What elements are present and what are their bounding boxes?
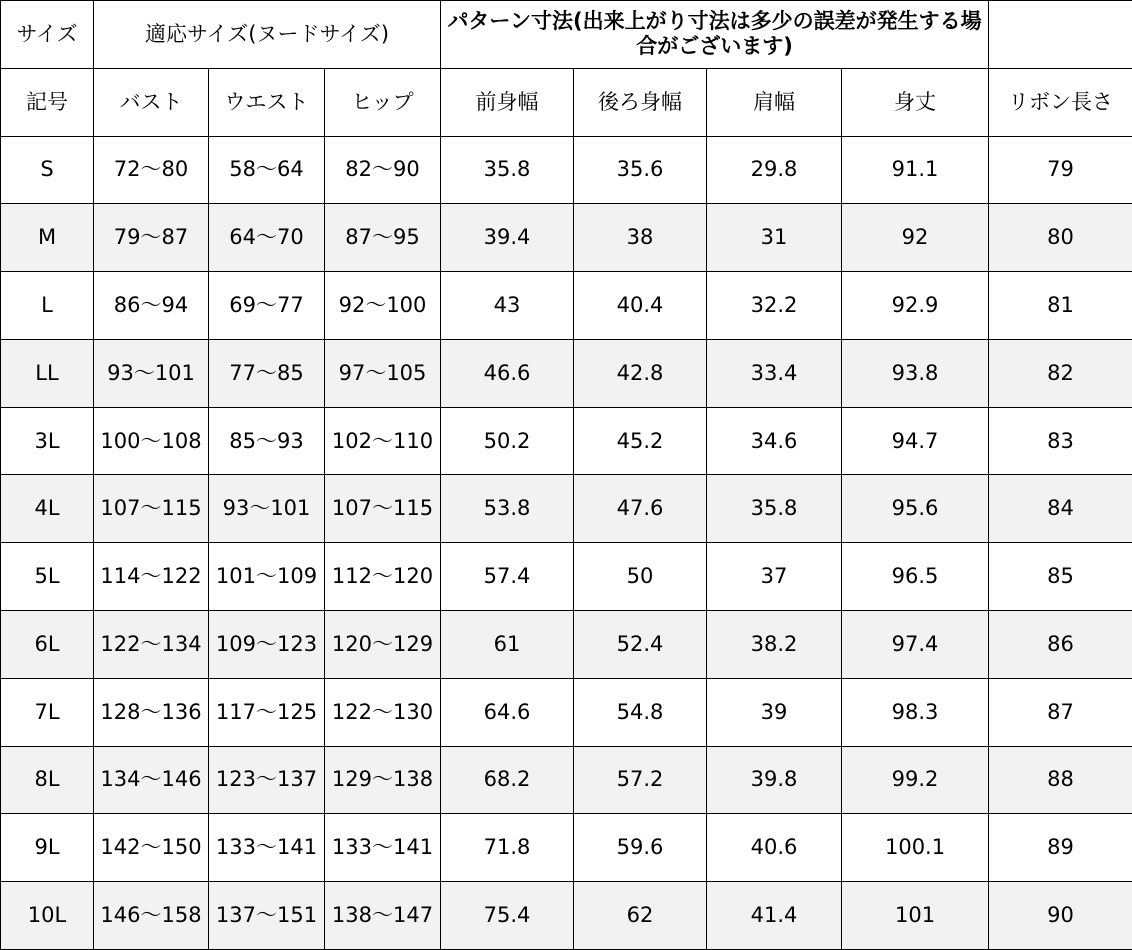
cell-front-width: 50.2 (441, 407, 574, 475)
column-header-back-width: 後ろ身幅 (574, 68, 707, 136)
cell-ribbon: 88 (989, 746, 1132, 814)
cell-length: 95.6 (842, 475, 989, 543)
table-row (1, 678, 1132, 746)
table-row (1, 272, 1132, 340)
cell-front-width: 35.8 (441, 136, 574, 204)
cell-bust: 86～94 (94, 272, 209, 340)
cell-length: 101 (842, 882, 989, 950)
cell-ribbon: 85 (989, 543, 1132, 611)
size-label-header: サイズ (1, 1, 94, 69)
cell-code: 7L (1, 678, 94, 746)
column-header-bust: バスト (94, 68, 209, 136)
cell-code: 9L (1, 814, 94, 882)
cell-waist: 109～123 (209, 611, 325, 679)
cell-shoulder: 33.4 (707, 339, 842, 407)
pattern-dimensions-header: パターン寸法(出来上がり寸法は多少の誤差が発生する場合がございます) (441, 1, 989, 69)
cell-back-width: 42.8 (574, 339, 707, 407)
cell-hip: 122～130 (325, 678, 441, 746)
cell-shoulder: 41.4 (707, 882, 842, 950)
column-header-waist: ウエスト (209, 68, 325, 136)
column-header-ribbon: リボン長さ (989, 68, 1132, 136)
cell-length: 98.3 (842, 678, 989, 746)
cell-waist: 137～151 (209, 882, 325, 950)
cell-front-width: 43 (441, 272, 574, 340)
header-row-columns (1, 68, 1132, 136)
cell-shoulder: 29.8 (707, 136, 842, 204)
cell-shoulder: 39 (707, 678, 842, 746)
cell-waist: 64～70 (209, 204, 325, 272)
fit-size-header: 適応サイズ(ヌードサイズ) (94, 1, 441, 69)
cell-bust: 142～150 (94, 814, 209, 882)
table-row (1, 611, 1132, 679)
cell-bust: 93～101 (94, 339, 209, 407)
table-row (1, 746, 1132, 814)
cell-front-width: 64.6 (441, 678, 574, 746)
cell-waist: 77～85 (209, 339, 325, 407)
cell-code: 5L (1, 543, 94, 611)
table-row (1, 136, 1132, 204)
cell-length: 96.5 (842, 543, 989, 611)
cell-ribbon: 83 (989, 407, 1132, 475)
cell-ribbon: 89 (989, 814, 1132, 882)
cell-waist: 58～64 (209, 136, 325, 204)
column-header-length: 身丈 (842, 68, 989, 136)
cell-bust: 100～108 (94, 407, 209, 475)
cell-back-width: 57.2 (574, 746, 707, 814)
cell-hip: 112～120 (325, 543, 441, 611)
cell-length: 94.7 (842, 407, 989, 475)
cell-shoulder: 35.8 (707, 475, 842, 543)
cell-length: 97.4 (842, 611, 989, 679)
cell-back-width: 52.4 (574, 611, 707, 679)
cell-front-width: 61 (441, 611, 574, 679)
cell-waist: 93～101 (209, 475, 325, 543)
cell-shoulder: 34.6 (707, 407, 842, 475)
cell-shoulder: 40.6 (707, 814, 842, 882)
cell-waist: 69～77 (209, 272, 325, 340)
cell-bust: 79～87 (94, 204, 209, 272)
size-table-body (1, 136, 1132, 949)
cell-hip: 82～90 (325, 136, 441, 204)
cell-hip: 87～95 (325, 204, 441, 272)
cell-ribbon: 90 (989, 882, 1132, 950)
cell-shoulder: 32.2 (707, 272, 842, 340)
cell-back-width: 54.8 (574, 678, 707, 746)
column-header-code: 記号 (1, 68, 94, 136)
cell-code: M (1, 204, 94, 272)
cell-hip: 102～110 (325, 407, 441, 475)
cell-back-width: 45.2 (574, 407, 707, 475)
table-row (1, 882, 1132, 950)
cell-back-width: 35.6 (574, 136, 707, 204)
cell-waist: 123～137 (209, 746, 325, 814)
cell-shoulder: 31 (707, 204, 842, 272)
cell-hip: 107～115 (325, 475, 441, 543)
cell-back-width: 50 (574, 543, 707, 611)
cell-code: 10L (1, 882, 94, 950)
cell-code: 3L (1, 407, 94, 475)
cell-waist: 101～109 (209, 543, 325, 611)
cell-ribbon: 87 (989, 678, 1132, 746)
cell-length: 99.2 (842, 746, 989, 814)
cell-hip: 120～129 (325, 611, 441, 679)
cell-waist: 133～141 (209, 814, 325, 882)
header-empty-cell (989, 1, 1132, 69)
cell-front-width: 68.2 (441, 746, 574, 814)
table-row (1, 339, 1132, 407)
cell-hip: 97～105 (325, 339, 441, 407)
cell-length: 100.1 (842, 814, 989, 882)
cell-front-width: 46.6 (441, 339, 574, 407)
cell-front-width: 75.4 (441, 882, 574, 950)
cell-length: 92.9 (842, 272, 989, 340)
cell-ribbon: 80 (989, 204, 1132, 272)
cell-hip: 133～141 (325, 814, 441, 882)
cell-hip: 92～100 (325, 272, 441, 340)
cell-hip: 138～147 (325, 882, 441, 950)
header-row-titles (1, 1, 1132, 69)
cell-back-width: 40.4 (574, 272, 707, 340)
cell-bust: 128～136 (94, 678, 209, 746)
cell-waist: 117～125 (209, 678, 325, 746)
table-row (1, 814, 1132, 882)
cell-length: 91.1 (842, 136, 989, 204)
cell-bust: 114～122 (94, 543, 209, 611)
cell-shoulder: 37 (707, 543, 842, 611)
cell-code: S (1, 136, 94, 204)
cell-front-width: 71.8 (441, 814, 574, 882)
cell-front-width: 53.8 (441, 475, 574, 543)
cell-shoulder: 38.2 (707, 611, 842, 679)
cell-code: 8L (1, 746, 94, 814)
cell-bust: 134～146 (94, 746, 209, 814)
cell-code: LL (1, 339, 94, 407)
cell-length: 92 (842, 204, 989, 272)
cell-ribbon: 81 (989, 272, 1132, 340)
column-header-front-width: 前身幅 (441, 68, 574, 136)
table-row (1, 204, 1132, 272)
table-row (1, 475, 1132, 543)
cell-back-width: 59.6 (574, 814, 707, 882)
cell-ribbon: 84 (989, 475, 1132, 543)
cell-ribbon: 79 (989, 136, 1132, 204)
cell-bust: 107～115 (94, 475, 209, 543)
cell-shoulder: 39.8 (707, 746, 842, 814)
cell-bust: 72～80 (94, 136, 209, 204)
cell-back-width: 38 (574, 204, 707, 272)
cell-code: 6L (1, 611, 94, 679)
cell-bust: 146～158 (94, 882, 209, 950)
cell-code: 4L (1, 475, 94, 543)
column-header-hip: ヒップ (325, 68, 441, 136)
cell-ribbon: 82 (989, 339, 1132, 407)
table-row (1, 407, 1132, 475)
cell-code: L (1, 272, 94, 340)
cell-back-width: 47.6 (574, 475, 707, 543)
cell-front-width: 57.4 (441, 543, 574, 611)
cell-back-width: 62 (574, 882, 707, 950)
cell-length: 93.8 (842, 339, 989, 407)
cell-bust: 122～134 (94, 611, 209, 679)
cell-ribbon: 86 (989, 611, 1132, 679)
cell-hip: 129～138 (325, 746, 441, 814)
column-header-shoulder: 肩幅 (707, 68, 842, 136)
cell-waist: 85～93 (209, 407, 325, 475)
cell-front-width: 39.4 (441, 204, 574, 272)
table-row (1, 543, 1132, 611)
